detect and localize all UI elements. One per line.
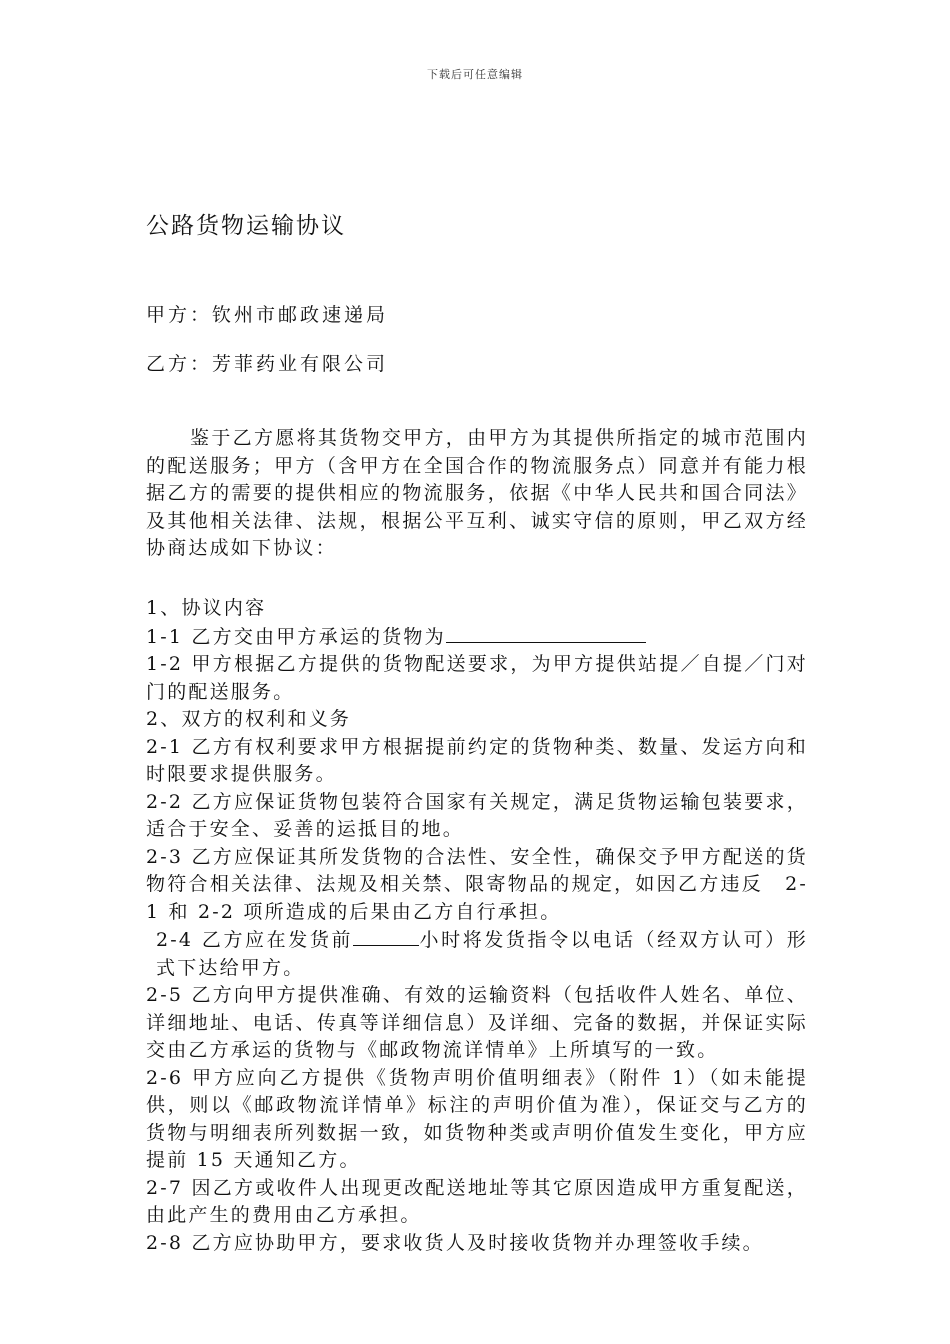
document-title: 公路货物运输协议 bbox=[146, 213, 346, 239]
section-1-heading: 1、协议内容 bbox=[146, 597, 267, 619]
section-2-heading: 2、双方的权利和义务 bbox=[146, 708, 352, 730]
clause-2-1: 2-1 乙方有权利要求甲方根据提前约定的货物种类、数量、发运方向和时限要求提供服务。 bbox=[146, 735, 808, 785]
cargo-blank-field[interactable] bbox=[446, 623, 646, 643]
clause-1-1-text: 1-1 乙方交由甲方承运的货物为 bbox=[146, 625, 446, 648]
clause-2-8: 2-8 乙方应协助甲方，要求收货人及时接收货物并办理签收手续。 bbox=[146, 1231, 764, 1254]
clause-1-2: 1-2 甲方根据乙方提供的货物配送要求，为甲方提供站提／自提／门对门的配送服务。 bbox=[146, 653, 808, 703]
clause-2-5: 2-5 乙方向甲方提供准确、有效的运输资料（包括收件人姓名、单位、详细地址、电话、传真等详细信息）及详细、完备的数据，并保证实际交由乙方承运的货物与《邮政物流详情单》上所填写的一致。 bbox=[146, 984, 808, 1061]
clause-2-4-text-a: 2-4 乙方应在发货前 bbox=[156, 929, 354, 951]
hours-blank-field[interactable] bbox=[353, 926, 419, 946]
clause-2-3 bbox=[146, 844, 808, 927]
clause-2-7: 2-7 因乙方或收件人出现更改配送地址等其它原因造成甲方重复配送，由此产生的费用由乙方承担。 bbox=[146, 1176, 808, 1226]
clause-2-3-text-a: 2-3 乙方应保证其所发货物的合法性、安全性，确保交予甲方配送的货物符合相关法律、法规及相关禁、限寄物品的规定，如因乙方违反 bbox=[146, 845, 808, 895]
party-a: 甲方：钦州市邮政速递局 bbox=[146, 304, 389, 326]
clause-2-6: 2-6 甲方应向乙方提供《货物声明价值明细表》（附件 1）（如未能提供，则以《邮政物流详情单》标注的声明价值为准），保证交与乙方的货物与明细表所列数据一致，如货物种类或声明价值发生变化，甲方应提前 15 天通知乙方。 bbox=[146, 1066, 808, 1171]
preamble-paragraph: 鉴于乙方愿将其货物交甲方，由甲方为其提供所指定的城市范围内的配送服务；甲方（含甲方在全国合作的物流服务点）同意并有能力根据乙方的需要的提供相应的物流服务，依据《中华人民共和国合同法》及其他相关法律、法规，根据公平互利、诚实守信的原则，甲乙双方经协商达成如下协议： bbox=[146, 427, 808, 559]
clause-1-1 bbox=[146, 623, 808, 652]
clause-2-2: 2-2 乙方应保证货物包装符合国家有关规定，满足货物运输包装要求，适合于安全、妥善的运抵目的地。 bbox=[146, 790, 808, 840]
clause-2-4-text-b: 小时将发货指令以电话（经双方认可）形式下达给甲方。 bbox=[156, 929, 808, 979]
clause-2-4 bbox=[146, 926, 808, 982]
clauses-section bbox=[146, 595, 808, 1257]
header-note: 下载后可任意编辑 bbox=[427, 68, 523, 81]
party-b: 乙方：芳菲药业有限公司 bbox=[146, 353, 389, 375]
clause-2-3-text-b: 2-1 和 2-2 项所造成的后果由乙方自行承担。 bbox=[146, 873, 808, 923]
